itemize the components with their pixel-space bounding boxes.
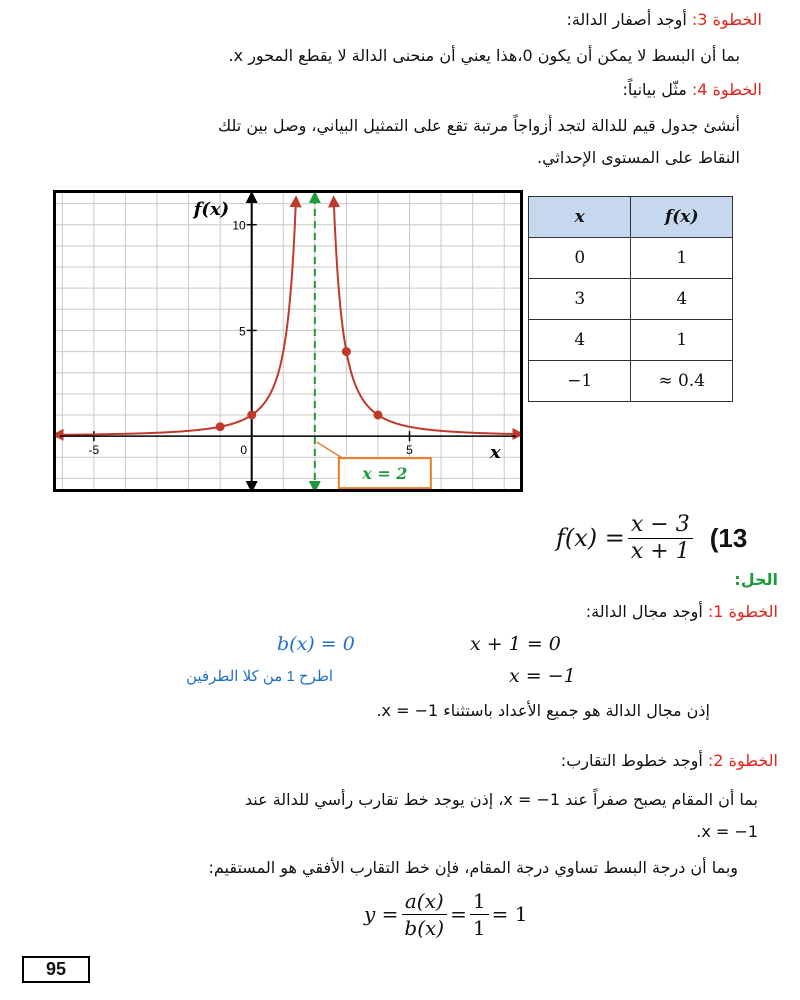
table-cell: 3 <box>529 279 631 320</box>
eq-rhs: = 1 <box>491 902 528 926</box>
step4-heading <box>0 78 762 102</box>
problem13-lhs: f(x) = <box>556 524 625 552</box>
x-tick-label: -5 <box>88 443 100 458</box>
curve-right-branch <box>334 201 519 434</box>
graph-svg <box>56 193 520 489</box>
x-tick-label: 0 <box>240 443 248 458</box>
step1-conclusion: إذن مجال الدالة هو جميع الأعداد باستثناء x = −1. <box>376 701 710 720</box>
solution-label <box>0 568 778 592</box>
eq-lhs: y = <box>364 902 399 926</box>
x-tick-label: 5 <box>406 443 413 458</box>
asymptote-equation <box>364 884 527 944</box>
problem13-numerator: x − 3 <box>628 512 693 539</box>
step4-text-line1: أنشئ جدول قيم للدالة لتجد أزواجاً مرتبة تقع على التمثيل البياني، وصل بين تلك <box>218 116 740 135</box>
step1-eq2-left: اطرح 1 من كلا الطرفين <box>186 668 334 685</box>
eq-frac1 <box>401 888 447 941</box>
step2-text-line3: وبما أن درجة البسط تساوي درجة المقام، فإن خط التقارب الأفقي هو المستقيم: <box>208 858 738 877</box>
step4-text-line2: النقاط على المستوى الإحداثي. <box>537 148 740 167</box>
step1-eq2-right: x = −1 <box>509 665 576 687</box>
table-cell: −1 <box>529 361 631 402</box>
data-point <box>342 347 351 356</box>
page-number: 95 <box>22 956 90 983</box>
step4-title: مثّل بيانياً: <box>622 80 687 99</box>
solution-label-text: الحل: <box>734 570 778 589</box>
data-point <box>216 422 225 431</box>
step1-heading <box>0 600 778 624</box>
step2-text-line1: بما أن المقام يصبح صفراً عند x = −1، إذن يوجد خط تقارب رأسي للدالة عند <box>244 790 758 809</box>
data-point <box>247 411 256 420</box>
table-cell: 1 <box>631 238 733 279</box>
step4-label: الخطوة 4: <box>691 80 762 99</box>
table-cell: 4 <box>529 320 631 361</box>
table-cell: 1 <box>631 320 733 361</box>
problem13-equation <box>556 512 747 564</box>
table-cell: 0 <box>529 238 631 279</box>
eq-frac1-den: b(x) <box>404 915 445 940</box>
step3-text: بما أن البسط لا يمكن أن يكون 0،هذا يعني أن منحنى الدالة لا يقطع المحور x. <box>228 46 740 65</box>
table-header-x: x <box>529 197 631 238</box>
eq-frac2 <box>470 888 489 941</box>
y-axis-label: f(x) <box>193 199 230 220</box>
step2-heading <box>0 749 778 773</box>
step2-text-line2: .x = −1 <box>696 822 758 841</box>
table-row <box>529 361 733 402</box>
table-row <box>529 320 733 361</box>
step3-heading <box>0 8 762 32</box>
y-tick-label: 5 <box>239 324 246 339</box>
step2-title: أوجد خطوط التقارب: <box>560 751 703 770</box>
function-graph <box>53 190 523 492</box>
step2-label: الخطوة 2: <box>707 751 778 770</box>
problem13-denominator: x + 1 <box>630 538 690 564</box>
step1-eq1-right: x + 1 = 0 <box>470 633 561 655</box>
x-axis-label: x <box>490 442 501 464</box>
step1-title: أوجد مجال الدالة: <box>585 602 703 621</box>
y-tick-label: 10 <box>232 218 246 233</box>
eq-frac2-den: 1 <box>472 915 486 940</box>
values-table <box>528 196 733 402</box>
step1-label: الخطوة 1: <box>707 602 778 621</box>
asymptote-callout-label: x = 2 <box>362 464 408 484</box>
table-cell: ≈ 0.4 <box>631 361 733 402</box>
table-row <box>529 238 733 279</box>
problem13-number: (13 <box>709 522 748 553</box>
data-point <box>373 411 382 420</box>
table-header-fx: f(x) <box>631 197 733 238</box>
step1-eq1-left: b(x) = 0 <box>277 633 355 655</box>
curve-left-branch <box>58 201 296 435</box>
problem13-fraction <box>628 512 693 565</box>
table-row <box>529 279 733 320</box>
eq-frac1-num: a(x) <box>402 888 447 915</box>
step3-label: الخطوة 3: <box>691 10 762 29</box>
eq-frac2-num: 1 <box>470 888 489 915</box>
table-header-row <box>529 197 733 238</box>
eq-mid: = <box>450 902 467 926</box>
step3-title: أوجد أصفار الدالة: <box>566 10 687 29</box>
table-cell: 4 <box>631 279 733 320</box>
